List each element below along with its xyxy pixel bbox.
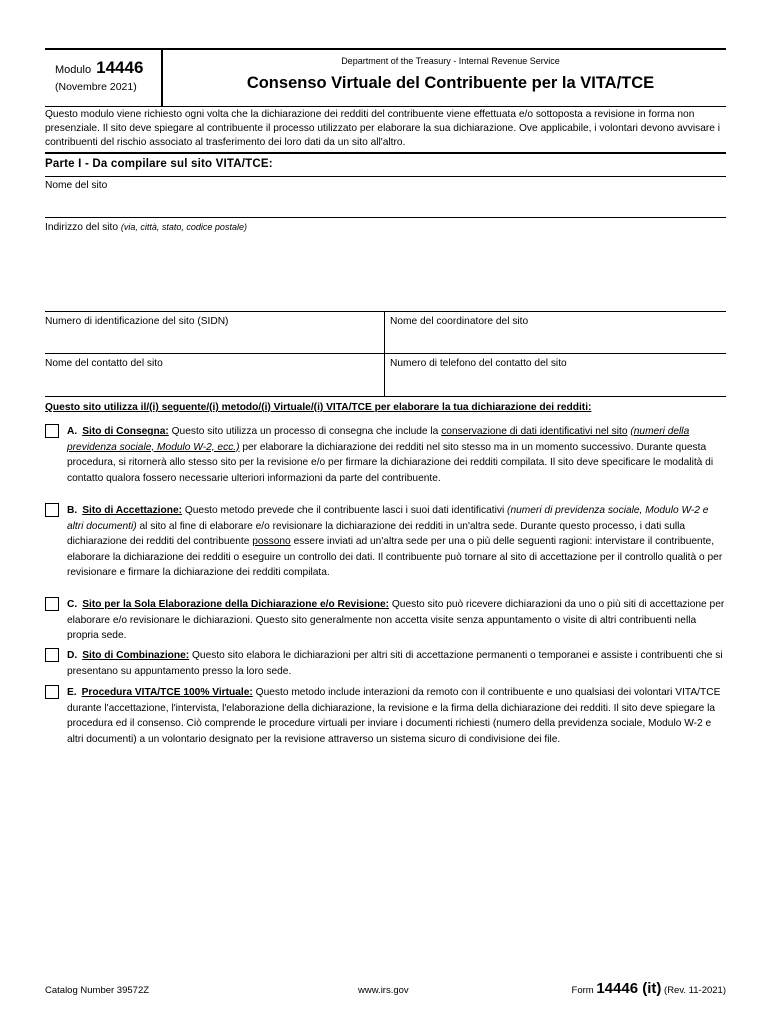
department-line: Department of the Treasury - Internal Revenue Service [341, 56, 560, 66]
option-b-i1: (numeri di previdenza sociale, Modulo W-2 e altri documenti) [67, 505, 709, 532]
catalog-number: Catalog Number 39572Z [45, 985, 150, 996]
footer-form-id [572, 980, 726, 997]
form-page [45, 0, 726, 1024]
contact-name-label: Nome del contatto del sito [45, 358, 163, 369]
option-e-t1: Questo metodo include interazioni da remoto con il contribuente e uno qualsiasi dei volontari VITA/TCE durante l'accettazione, l'intervista, l'elaborazione della dichiarazione, la revisione e la firma della dichiarazione dei redditi. Il sito deve spiegare la procedura ed il consenso. Ciò comprende le procedure virtuali per inviare i documenti richiesti (numero della previdenza sociale, Modulo W-2 e altri documenti) a un volontario designato per la revisione attraverso un sistema sicuro di condivisione dei file. [67, 687, 721, 745]
sidn-label: Numero di identificazione del sito (SIDN) [45, 316, 229, 327]
option-d-text [67, 648, 726, 679]
form-number-line [55, 58, 143, 78]
option-e-text [67, 685, 726, 747]
checkbox-a[interactable] [45, 424, 59, 438]
form-prefix: Modulo [55, 64, 92, 76]
option-d-t1: Questo sito elabora le dichiarazioni per altri siti di accettazione permanenti o temporanei e assiste i contribuenti che si presentano su appuntamento presso la loro sede. [67, 650, 723, 677]
option-b-t2: al sito al fine di elaborare e/o revisionare la dichiarazione dei redditi in un'altra sede. Durante questo processo, i dati sulla dichiarazione dei redditi del contribuente [67, 520, 686, 547]
option-b-head: Sito di Accettazione: [82, 505, 182, 516]
checkbox-b[interactable] [45, 503, 59, 517]
methods-question: Questo sito utilizza il/(i) seguente/(i) metodo/(i) Virtuale/(i) VITA/TCE per elaborare la tua dichiarazione dei redditi: [45, 402, 592, 413]
option-d-letter: D. [67, 650, 78, 661]
site-address-label [45, 222, 247, 233]
site-address-text: Indirizzo del sito [45, 222, 119, 233]
option-b-t3: essere inviati ad un'altra sede per una o più delle seguenti ragioni: intervistare il contribuente, elaborare la dichiarazione dei redditi o eseguire un controllo dei dati. Il contribuente può tornare al sito di accettazione per il controllo qualità o per revisionare e firmare la dichiarazione dei redditi compilata. [67, 536, 723, 578]
website: www.irs.gov [358, 985, 409, 996]
sidn-coordinator-field[interactable] [45, 353, 726, 354]
contact-phone-label: Numero di telefono del contatto del sito [390, 358, 567, 369]
checkbox-d[interactable] [45, 648, 59, 662]
option-b-text [67, 503, 726, 581]
intro-paragraph: Questo modulo viene richiesto ogni volta che la dichiarazione dei redditi del contribuente viene effettuata e/o sottoposta a revisione in forma non presenziale. Il sito deve spiegare al contribuente il processo utilizzato per elaborare la sua dichiarazione. Ove applicabile, i volontari devono avvisare i contribuenti del rischio associato al trasferimento dei loro dati da un sito all'altro. [45, 109, 721, 148]
site-address-hint: (via, città, stato, codice postale) [120, 222, 247, 232]
option-d-head: Sito di Combinazione: [82, 650, 190, 661]
site-address-field[interactable] [45, 311, 726, 312]
option-a-u1: conservazione di dati identificativi nel sito [441, 426, 628, 437]
footer-form-word: Form [571, 985, 594, 996]
option-a-t2: per elaborare la dichiarazione dei redditi nel sito stesso ma in un momento successivo. Durante questa procedura, si ritornerà allo stesso sito per la revisione e/o per firmare la dichiarazione dei redditi compilata. Il sito deve specificare le modalità di contatto qualora fossero necessarie ulteriori informazioni da parte del contribuente. [67, 441, 714, 484]
checkbox-c[interactable] [45, 597, 59, 611]
site-name-field[interactable] [45, 217, 726, 218]
option-c-letter: C. [67, 599, 78, 610]
form-header [45, 48, 726, 107]
option-c-head: Sito per la Sola Elaborazione della Dichiarazione e/o Revisione: [82, 599, 390, 610]
option-e-head: Procedura VITA/TCE 100% Virtuale: [81, 687, 253, 698]
form-id-box [45, 50, 163, 106]
option-c-text [67, 597, 726, 644]
checkbox-e[interactable] [45, 685, 59, 699]
option-a-letter: A. [67, 426, 78, 437]
form-number: 14446 [96, 58, 144, 77]
site-name-label: Nome del sito [45, 180, 108, 191]
option-c-t1: Questo sito può ricevere dichiarazioni da uno o più siti di accettazione per elaborare e/o revisionare le dichiarazioni. Questo sito generalmente non accetta visite senza appuntamento o visite di altri contribuenti nella propria sede. [67, 599, 725, 641]
option-a-text [67, 424, 726, 486]
form-date: (Novembre 2021) [55, 81, 137, 93]
part1-title: Parte I - Da compilare sul sito VITA/TCE: [45, 158, 273, 170]
footer-revision: (Rev. 11-2021) [664, 985, 726, 996]
coordinator-label: Nome del coordinatore del sito [390, 316, 529, 327]
option-b-t1: Questo metodo prevede che il contribuente lasci i suoi dati identificativi [182, 505, 508, 516]
option-a-t1: Questo sito utilizza un processo di consegna che include la [168, 426, 442, 437]
option-b-letter: B. [67, 505, 78, 516]
option-a-head: Sito di Consegna: [82, 426, 169, 437]
option-b-u1: possono [252, 536, 291, 547]
form-title: Consenso Virtuale del Contribuente per la VITA/TCE [246, 74, 655, 92]
option-a-i1: (numeri della previdenza sociale, Modulo W-2, ecc.) [67, 426, 690, 453]
contact-field[interactable] [45, 396, 726, 397]
part1-header [45, 152, 726, 177]
footer-form-number: 14446 (it) [596, 980, 662, 997]
option-e-letter: E. [67, 687, 77, 698]
